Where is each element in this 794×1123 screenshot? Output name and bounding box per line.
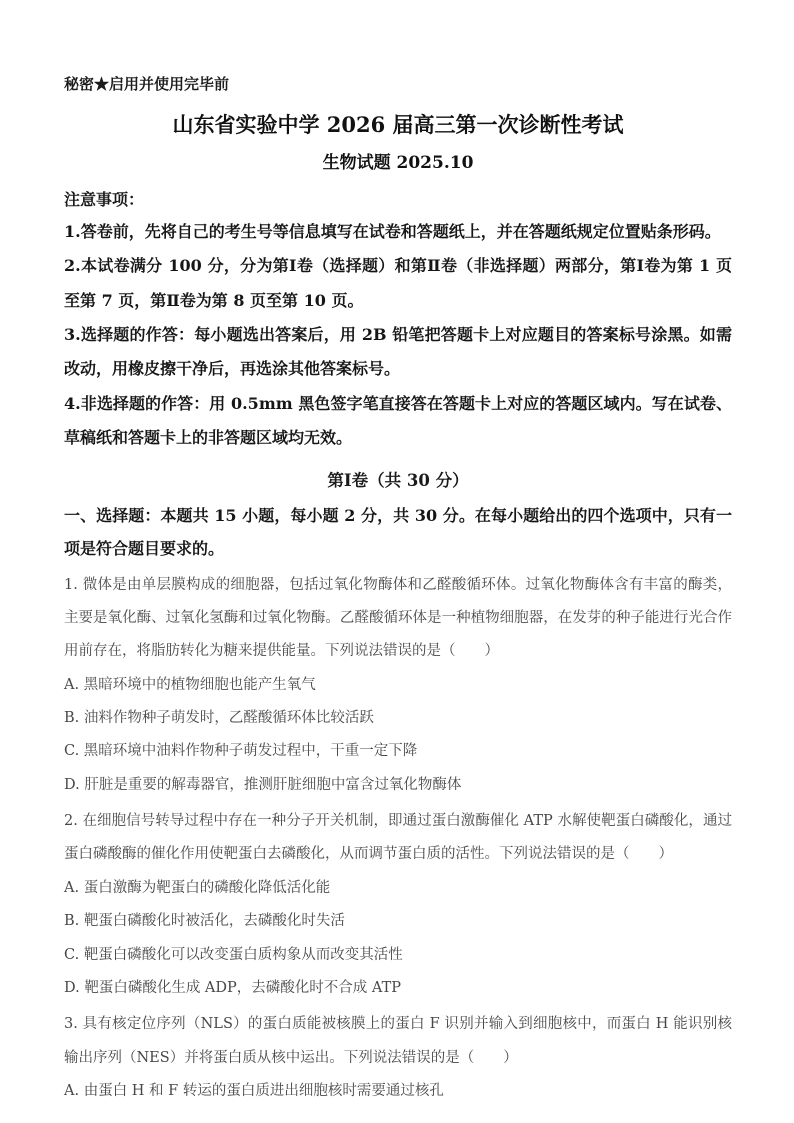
question-2-option-b: B. 靶蛋白磷酸化时被活化，去磷酸化时失活 xyxy=(64,913,345,930)
question-3-option-a: A. 由蛋白 H 和 F 转运的蛋白质进出细胞核时需要通过核孔 xyxy=(64,1082,444,1099)
subject-and-date: 生物试题 2025.10 xyxy=(322,152,474,173)
notice-item-3: 3.选择题的作答：每小题选出答案后，用 2B 铅笔把答题卡上对应题目的答案标号涂黑。如需改动，用橡皮擦干净后，再选涂其他答案标号。 xyxy=(64,324,732,379)
question-1-option-b: B. 油料作物种子萌发时，乙醛酸循环体比较活跃 xyxy=(64,710,374,727)
question-1-stem: 1. 微体是由单层膜构成的细胞器，包括过氧化物酶体和乙醛酸循环体。过氧化物酶体含有丰富的酶类，主要是氧化酶、过氧化氢酶和过氧化物酶。乙醛酸循环体是一种植物细胞器，在发芽的种子能进行光合作用前存在，将脂肪转化为糖来提供能量。下列说法错误的是（ ） xyxy=(64,576,732,660)
section-intro: 一、选择题：本题共 15 小题，每小题 2 分，共 30 分。在每小题给出的四个选项中，只有一项是符合题目要求的。 xyxy=(64,505,732,559)
question-2-option-d: D. 靶蛋白磷酸化生成 ADP，去磷酸化时不合成 ATP xyxy=(64,979,402,996)
page-title: 山东省实验中学 2026 届高三第一次诊断性考试 xyxy=(172,112,624,137)
question-1-option-d: D. 肝脏是重要的解毒器官，推测肝脏细胞中富含过氧化物酶体 xyxy=(64,776,462,793)
question-1 xyxy=(64,569,732,802)
question-2 xyxy=(64,805,732,1005)
question-3-stem: 3. 具有核定位序列（NLS）的蛋白质能被核膜上的蛋白 F 识别并输入到细胞核中，而蛋白 H 能识别核输出序列（NES）并将蛋白质从核中运出。下列说法错误的是（ ） xyxy=(64,1016,732,1066)
notice-heading: 注意事项： xyxy=(64,190,145,209)
classification-label: 秘密★启用并使用完毕前 xyxy=(64,75,230,93)
question-2-option-c: C. 靶蛋白磷酸化可以改变蛋白质构象从而改变其活性 xyxy=(64,946,403,963)
notice-item-4: 4.非选择题的作答：用 0.5mm 黑色签字笔直接答在答题卡上对应的答题区域内。写在试卷、草稿纸和答题卡上的非答题区域均无效。 xyxy=(64,393,732,448)
part-heading: 第Ⅰ卷（共 30 分） xyxy=(327,470,469,490)
question-1-option-c: C. 黑暗环境中油料作物种子萌发过程中，干重一定下降 xyxy=(64,743,418,760)
notice-item-2: 2.本试卷满分 100 分，分为第Ⅰ卷（选择题）和第Ⅱ卷（非选择题）两部分，第Ⅰ卷为第 1 页至第 7 页，第Ⅱ卷为第 8 页至第 10 页。 xyxy=(64,256,732,310)
question-3 xyxy=(64,1008,732,1108)
notice-item-1: 1.答卷前，先将自己的考生号等信息填写在试卷和答题纸上，并在答题纸规定位置贴条形码。 xyxy=(64,221,721,241)
question-2-stem: 2. 在细胞信号转导过程中存在一种分子开关机制，即通过蛋白激酶催化 ATP 水解使靶蛋白磷酸化，通过蛋白磷酸酶的催化作用使靶蛋白去磷酸化，从而调节蛋白质的活性。下列说法错误的是（ ） xyxy=(64,813,732,863)
question-1-option-a: A. 黑暗环境中的植物细胞也能产生氧气 xyxy=(64,676,316,693)
question-2-option-a: A. 蛋白激酶为靶蛋白的磷酸化降低活化能 xyxy=(64,879,331,896)
